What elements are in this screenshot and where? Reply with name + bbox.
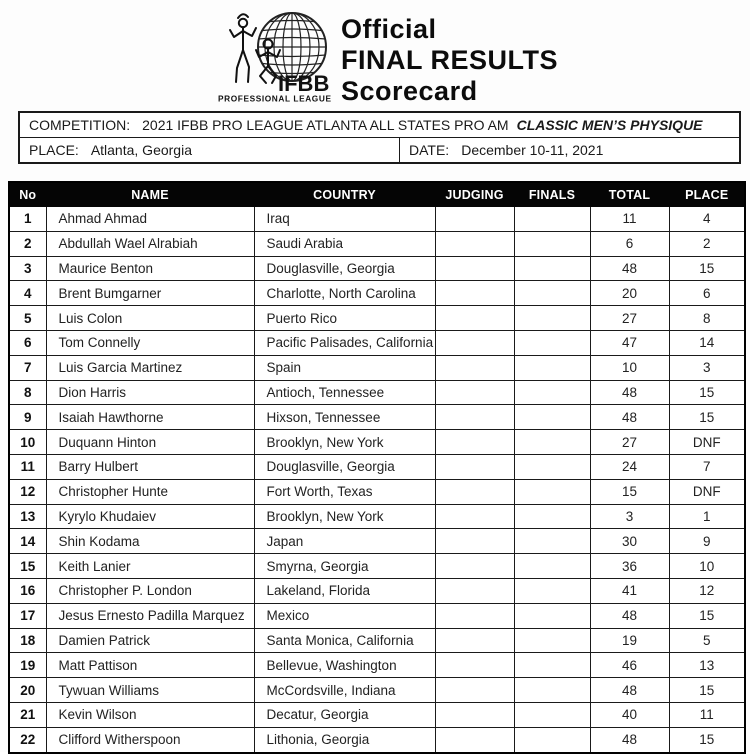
- header-no: No: [9, 182, 46, 207]
- cell-finals: [514, 554, 590, 579]
- cell-finals: [514, 479, 590, 504]
- cell-name: Jesus Ernesto Padilla Marquez: [46, 603, 254, 628]
- cell-country: Lithonia, Georgia: [254, 727, 435, 752]
- cell-no: 12: [9, 479, 46, 504]
- table-row: [9, 306, 745, 331]
- cell-total: 15: [590, 479, 669, 504]
- cell-name: Dion Harris: [46, 380, 254, 405]
- cell-no: 8: [9, 380, 46, 405]
- cell-judging: [435, 554, 514, 579]
- cell-country: Bellevue, Washington: [254, 653, 435, 678]
- place-label: PLACE:: [29, 142, 79, 158]
- cell-no: 19: [9, 653, 46, 678]
- competition-label: COMPETITION:: [29, 117, 131, 133]
- header-name: NAME: [46, 182, 254, 207]
- cell-no: 21: [9, 702, 46, 727]
- results-table: [8, 181, 746, 754]
- cell-finals: [514, 702, 590, 727]
- cell-no: 20: [9, 678, 46, 703]
- cell-country: Puerto Rico: [254, 306, 435, 331]
- cell-place: 14: [669, 330, 745, 355]
- cell-no: 22: [9, 727, 46, 752]
- cell-country: Pacific Palisades, California: [254, 330, 435, 355]
- cell-finals: [514, 727, 590, 752]
- cell-finals: [514, 529, 590, 554]
- table-row: [9, 727, 745, 752]
- cell-no: 7: [9, 355, 46, 380]
- cell-country: Charlotte, North Carolina: [254, 281, 435, 306]
- cell-place: 4: [669, 207, 745, 232]
- place-date-row: [20, 137, 739, 162]
- cell-name: Kevin Wilson: [46, 702, 254, 727]
- cell-name: Clifford Witherspoon: [46, 727, 254, 752]
- cell-place: 15: [669, 256, 745, 281]
- cell-name: Isaiah Hawthorne: [46, 405, 254, 430]
- cell-judging: [435, 355, 514, 380]
- ifbb-wordmark: IFBB: [278, 71, 330, 96]
- table-row: [9, 653, 745, 678]
- cell-place: 9: [669, 529, 745, 554]
- cell-total: 6: [590, 231, 669, 256]
- table-row: [9, 479, 745, 504]
- cell-judging: [435, 603, 514, 628]
- cell-total: 41: [590, 578, 669, 603]
- header-judging: JUDGING: [435, 182, 514, 207]
- cell-name: Maurice Benton: [46, 256, 254, 281]
- cell-finals: [514, 653, 590, 678]
- cell-finals: [514, 355, 590, 380]
- cell-judging: [435, 207, 514, 232]
- cell-no: 15: [9, 554, 46, 579]
- cell-place: 15: [669, 727, 745, 752]
- date-label: DATE:: [409, 142, 450, 158]
- cell-finals: [514, 504, 590, 529]
- header-finals: FINALS: [514, 182, 590, 207]
- cell-total: 48: [590, 727, 669, 752]
- cell-finals: [514, 330, 590, 355]
- cell-total: 48: [590, 256, 669, 281]
- cell-country: Mexico: [254, 603, 435, 628]
- cell-judging: [435, 380, 514, 405]
- cell-total: 10: [590, 355, 669, 380]
- cell-total: 30: [590, 529, 669, 554]
- title-line-final-results: FINAL RESULTS: [341, 45, 559, 75]
- cell-total: 48: [590, 405, 669, 430]
- cell-name: Keith Lanier: [46, 554, 254, 579]
- cell-name: Abdullah Wael Alrabiah: [46, 231, 254, 256]
- cell-name: Ahmad Ahmad: [46, 207, 254, 232]
- cell-country: Brooklyn, New York: [254, 430, 435, 455]
- cell-judging: [435, 306, 514, 331]
- cell-finals: [514, 281, 590, 306]
- table-row: [9, 430, 745, 455]
- cell-no: 13: [9, 504, 46, 529]
- cell-place: 1: [669, 504, 745, 529]
- cell-no: 10: [9, 430, 46, 455]
- cell-country: Brooklyn, New York: [254, 504, 435, 529]
- table-row: [9, 578, 745, 603]
- cell-judging: [435, 231, 514, 256]
- cell-finals: [514, 628, 590, 653]
- cell-place: 15: [669, 380, 745, 405]
- cell-judging: [435, 454, 514, 479]
- cell-country: Spain: [254, 355, 435, 380]
- cell-name: Duquann Hinton: [46, 430, 254, 455]
- table-row: [9, 454, 745, 479]
- cell-name: Kyrylo Khudaiev: [46, 504, 254, 529]
- cell-no: 3: [9, 256, 46, 281]
- cell-judging: [435, 405, 514, 430]
- cell-finals: [514, 454, 590, 479]
- cell-total: 40: [590, 702, 669, 727]
- cell-total: 27: [590, 430, 669, 455]
- cell-total: 48: [590, 380, 669, 405]
- cell-name: Tom Connelly: [46, 330, 254, 355]
- cell-name: Shin Kodama: [46, 529, 254, 554]
- cell-total: 24: [590, 454, 669, 479]
- cell-finals: [514, 603, 590, 628]
- cell-place: DNF: [669, 479, 745, 504]
- cell-no: 1: [9, 207, 46, 232]
- cell-country: Smyrna, Georgia: [254, 554, 435, 579]
- competition-value: 2021 IFBB PRO LEAGUE ATLANTA ALL STATES PRO AM: [142, 117, 509, 133]
- table-header-row: [9, 182, 745, 207]
- table-row: [9, 702, 745, 727]
- cell-no: 17: [9, 603, 46, 628]
- header-country: COUNTRY: [254, 182, 435, 207]
- cell-finals: [514, 207, 590, 232]
- cell-no: 6: [9, 330, 46, 355]
- cell-name: Brent Bumgarner: [46, 281, 254, 306]
- cell-finals: [514, 678, 590, 703]
- table-row: [9, 231, 745, 256]
- cell-judging: [435, 479, 514, 504]
- competition-cell: [20, 113, 739, 137]
- cell-country: Japan: [254, 529, 435, 554]
- cell-place: 11: [669, 702, 745, 727]
- cell-place: 7: [669, 454, 745, 479]
- cell-country: Douglasville, Georgia: [254, 454, 435, 479]
- table-row: [9, 554, 745, 579]
- cell-name: Matt Pattison: [46, 653, 254, 678]
- cell-name: Luis Colon: [46, 306, 254, 331]
- table-row: [9, 207, 745, 232]
- table-row: [9, 330, 745, 355]
- cell-place: 3: [669, 355, 745, 380]
- table-row: [9, 256, 745, 281]
- cell-place: 13: [669, 653, 745, 678]
- cell-total: 47: [590, 330, 669, 355]
- cell-country: McCordsville, Indiana: [254, 678, 435, 703]
- cell-finals: [514, 405, 590, 430]
- cell-country: Fort Worth, Texas: [254, 479, 435, 504]
- cell-place: 6: [669, 281, 745, 306]
- place-cell: [20, 138, 400, 162]
- cell-judging: [435, 529, 514, 554]
- cell-total: 46: [590, 653, 669, 678]
- cell-judging: [435, 727, 514, 752]
- cell-judging: [435, 653, 514, 678]
- cell-no: 18: [9, 628, 46, 653]
- cell-finals: [514, 578, 590, 603]
- header-total: TOTAL: [590, 182, 669, 207]
- cell-total: 19: [590, 628, 669, 653]
- date-cell: [400, 138, 739, 162]
- cell-total: 48: [590, 678, 669, 703]
- cell-place: 2: [669, 231, 745, 256]
- cell-country: Douglasville, Georgia: [254, 256, 435, 281]
- cell-no: 2: [9, 231, 46, 256]
- date-value: December 10-11, 2021: [461, 142, 604, 158]
- cell-finals: [514, 231, 590, 256]
- ifbb-logo: [216, 6, 340, 104]
- cell-country: Antioch, Tennessee: [254, 380, 435, 405]
- cell-judging: [435, 281, 514, 306]
- cell-judging: [435, 678, 514, 703]
- table-row: [9, 628, 745, 653]
- cell-name: Tywuan Williams: [46, 678, 254, 703]
- cell-judging: [435, 430, 514, 455]
- cell-finals: [514, 306, 590, 331]
- cell-country: Hixson, Tennessee: [254, 405, 435, 430]
- ifbb-globe-figures-icon: [216, 6, 340, 104]
- table-row: [9, 355, 745, 380]
- cell-judging: [435, 628, 514, 653]
- cell-place: 5: [669, 628, 745, 653]
- results-table-body: [9, 207, 745, 753]
- cell-country: Lakeland, Florida: [254, 578, 435, 603]
- table-row: [9, 678, 745, 703]
- cell-judging: [435, 504, 514, 529]
- document-title: [341, 14, 558, 107]
- cell-total: 48: [590, 603, 669, 628]
- place-value: Atlanta, Georgia: [90, 142, 192, 158]
- cell-no: 4: [9, 281, 46, 306]
- cell-place: 8: [669, 306, 745, 331]
- table-row: [9, 281, 745, 306]
- cell-judging: [435, 256, 514, 281]
- table-row: [9, 504, 745, 529]
- cell-name: Christopher Hunte: [46, 479, 254, 504]
- cell-finals: [514, 256, 590, 281]
- cell-place: 10: [669, 554, 745, 579]
- table-row: [9, 603, 745, 628]
- cell-total: 27: [590, 306, 669, 331]
- cell-finals: [514, 430, 590, 455]
- table-row: [9, 380, 745, 405]
- cell-place: 15: [669, 678, 745, 703]
- cell-judging: [435, 578, 514, 603]
- competition-info-box: [18, 111, 741, 164]
- cell-name: Damien Patrick: [46, 628, 254, 653]
- cell-no: 16: [9, 578, 46, 603]
- cell-name: Barry Hulbert: [46, 454, 254, 479]
- cell-country: Decatur, Georgia: [254, 702, 435, 727]
- cell-name: Christopher P. London: [46, 578, 254, 603]
- cell-no: 5: [9, 306, 46, 331]
- cell-place: DNF: [669, 430, 745, 455]
- cell-total: 11: [590, 207, 669, 232]
- cell-no: 11: [9, 454, 46, 479]
- cell-judging: [435, 330, 514, 355]
- cell-judging: [435, 702, 514, 727]
- cell-finals: [514, 380, 590, 405]
- cell-place: 15: [669, 405, 745, 430]
- title-line-scorecard: Scorecard: [341, 76, 478, 106]
- cell-total: 3: [590, 504, 669, 529]
- table-row: [9, 405, 745, 430]
- ifbb-subtitle: PROFESSIONAL LEAGUE: [218, 93, 332, 104]
- cell-total: 20: [590, 281, 669, 306]
- cell-no: 14: [9, 529, 46, 554]
- cell-name: Luis Garcia Martinez: [46, 355, 254, 380]
- cell-country: Santa Monica, California: [254, 628, 435, 653]
- competition-row: [20, 113, 739, 137]
- cell-place: 12: [669, 578, 745, 603]
- cell-country: Saudi Arabia: [254, 231, 435, 256]
- table-row: [9, 529, 745, 554]
- header-place: PLACE: [669, 182, 745, 207]
- cell-place: 15: [669, 603, 745, 628]
- cell-country: Iraq: [254, 207, 435, 232]
- cell-no: 9: [9, 405, 46, 430]
- cell-total: 36: [590, 554, 669, 579]
- competition-division: CLASSIC MEN’S PHYSIQUE: [516, 117, 703, 133]
- title-line-official: Official: [341, 14, 437, 44]
